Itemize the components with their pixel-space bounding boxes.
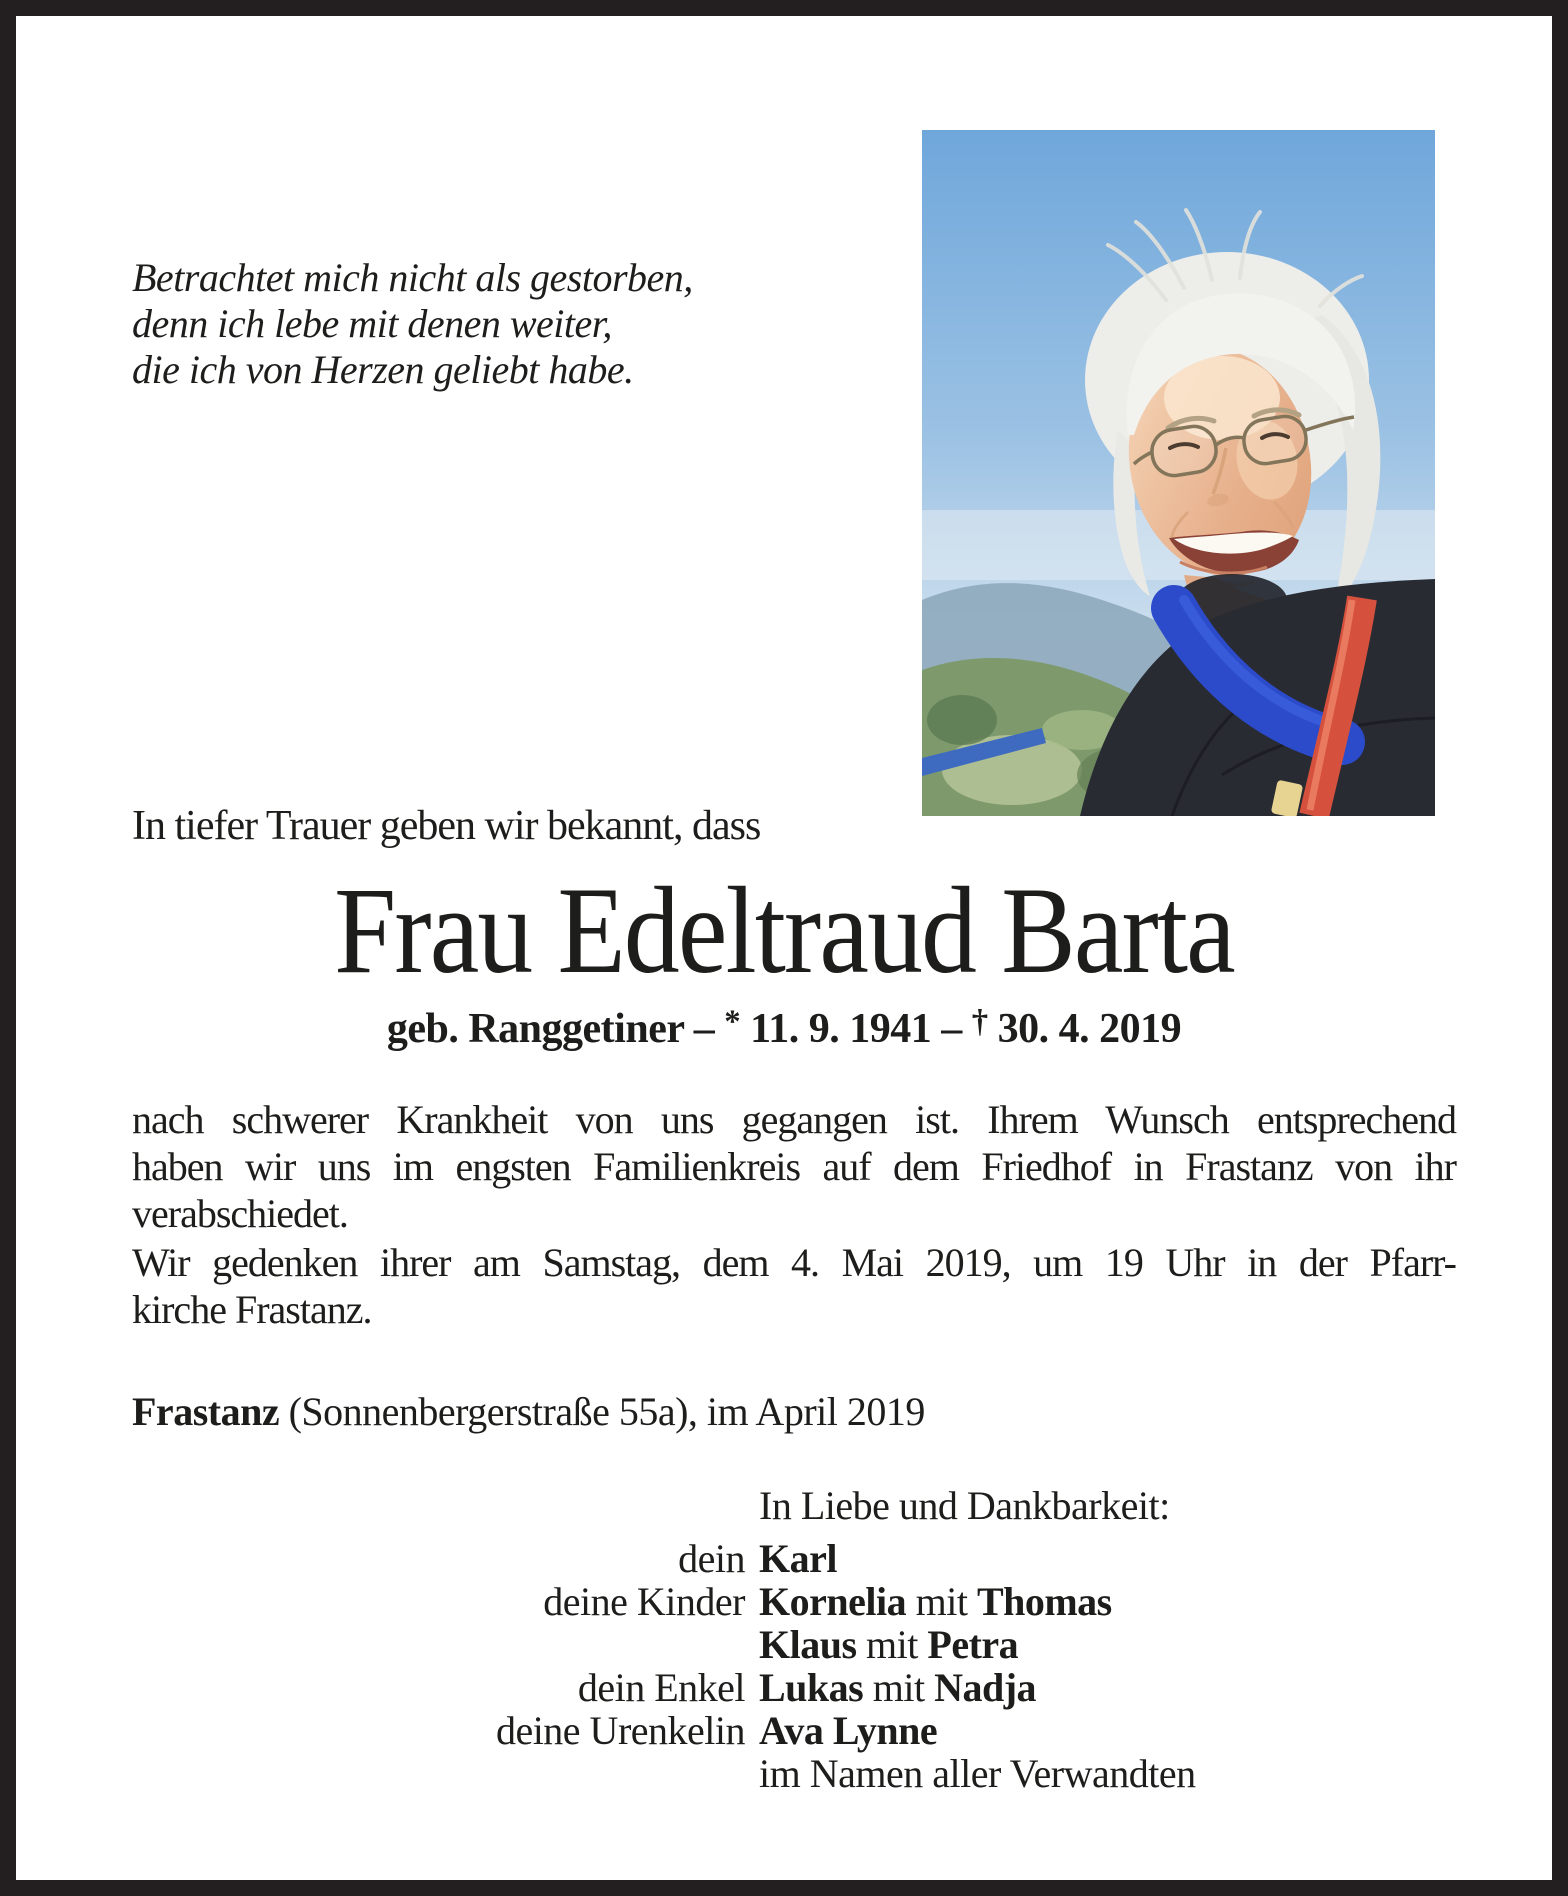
place-date-line	[132, 1388, 925, 1435]
body-paragraph-farewell	[132, 1096, 1456, 1237]
announcement-line: In tiefer Trauer geben wir bekannt, dass	[132, 803, 761, 849]
family-relation: dein	[678, 1536, 745, 1581]
place-rest: (Sonnenbergerstraße 55a), im April 2019	[279, 1389, 925, 1434]
family-row	[300, 1580, 1500, 1623]
family-relation: deine Kinder	[543, 1579, 745, 1624]
memorial-quote	[132, 255, 693, 393]
family-names: Klaus mit Petra	[759, 1622, 1019, 1667]
closing-family-block	[300, 1484, 1500, 1795]
body-line: verabschiedet.	[132, 1191, 348, 1236]
maiden-name: geb. Ranggetiner –	[386, 1005, 725, 1052]
family-names: Karl	[759, 1536, 837, 1581]
closing-intro: In Liebe und Dankbarkeit:	[759, 1483, 1170, 1528]
closing-outro: im Namen aller Verwandten	[759, 1751, 1196, 1796]
family-names: Kornelia mit Thomas	[759, 1579, 1112, 1624]
portrait-photo-illustration	[922, 130, 1435, 816]
body-line: kirche Frastanz.	[132, 1287, 372, 1332]
family-relation: dein Enkel	[577, 1665, 745, 1710]
quote-line: Betrachtet mich nicht als gestorben,	[132, 255, 693, 300]
family-row	[300, 1666, 1500, 1709]
family-row	[300, 1623, 1500, 1666]
family-row	[300, 1709, 1500, 1752]
body-line: nach schwerer Krankheit von uns gegangen ist. Ihrem Wunsch entsprechend	[132, 1097, 1456, 1142]
family-names: Ava Lynne	[759, 1708, 938, 1753]
family-relation	[300, 1623, 759, 1666]
birth-star-symbol: *	[724, 1004, 741, 1040]
birth-death-line	[16, 1004, 1552, 1053]
birth-date: 11. 9. 1941 –	[740, 1005, 972, 1052]
family-row	[300, 1537, 1500, 1580]
body-paragraph-memorial	[132, 1239, 1456, 1333]
place-name: Frastanz	[132, 1389, 280, 1434]
quote-line: die ich von Herzen geliebt habe.	[132, 347, 634, 392]
portrait-photo	[922, 130, 1435, 816]
death-date: 30. 4. 2019	[987, 1005, 1182, 1052]
deceased-name: Frau Edeltraud Barta	[334, 862, 1234, 999]
family-relation: deine Urenkelin	[495, 1708, 745, 1753]
death-cross-symbol: †	[971, 1004, 988, 1040]
quote-line: denn ich lebe mit denen weiter,	[132, 301, 612, 346]
body-line: Wir gedenken ihrer am Samstag, dem 4. Mai 2019, um 19 Uhr in der Pfarr-	[132, 1240, 1456, 1285]
body-line: haben wir uns im engsten Familienkreis auf dem Friedhof in Frastanz von ihr	[132, 1144, 1456, 1189]
family-names: Lukas mit Nadja	[759, 1665, 1037, 1710]
